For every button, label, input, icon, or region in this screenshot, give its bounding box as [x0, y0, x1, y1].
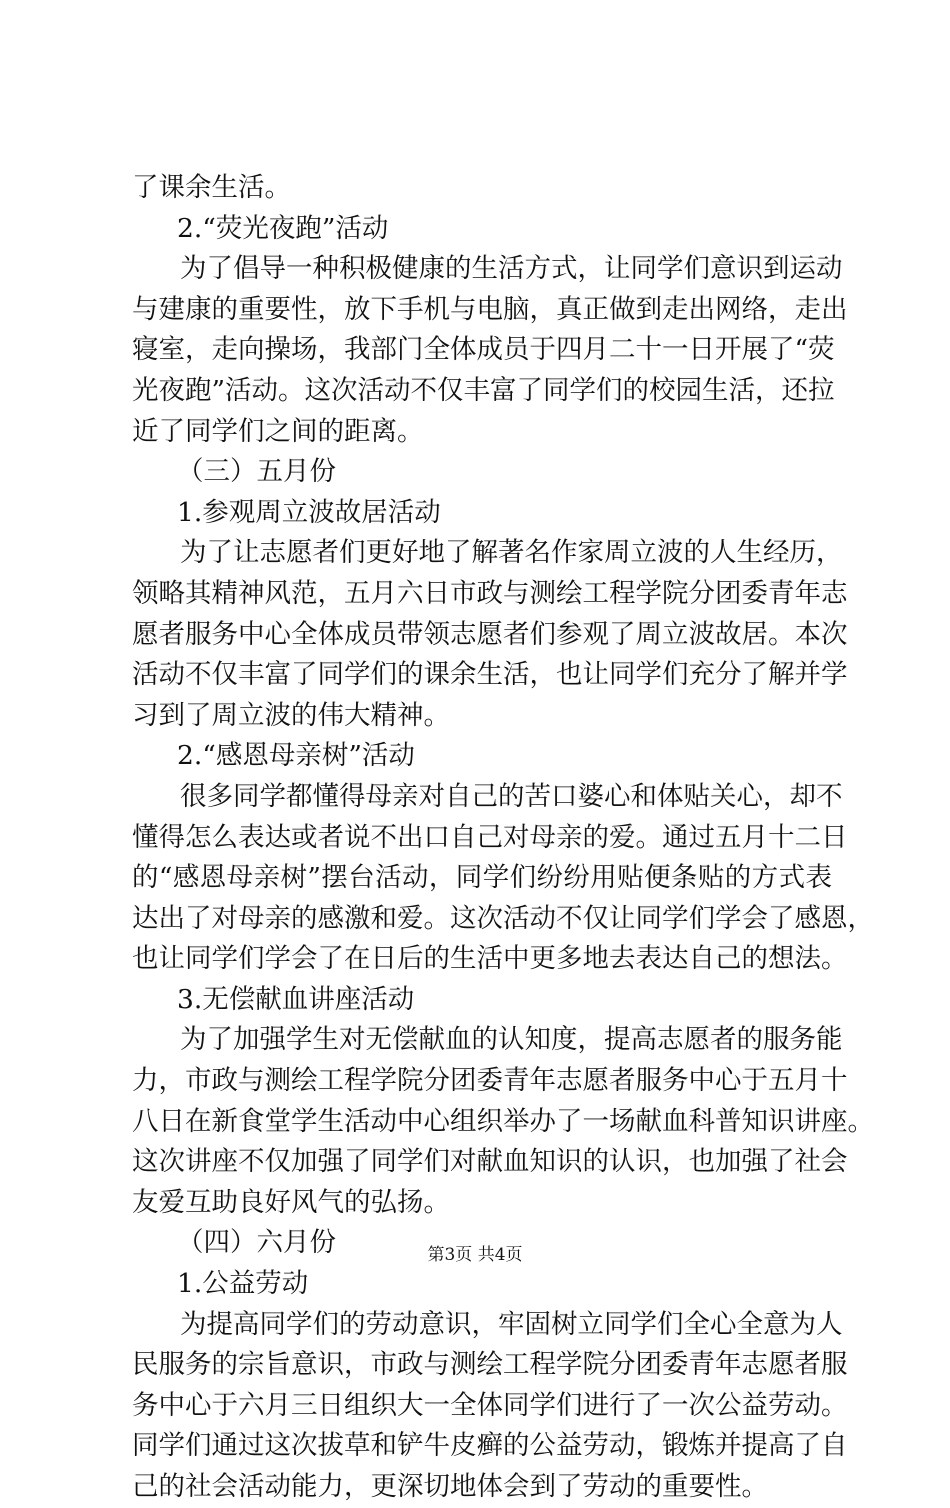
paragraph-line: 同学们通过这次拔草和铲牛皮癣的公益劳动，锻炼并提高了自 [132, 1430, 848, 1462]
paragraph-line: 懂得怎么表达或者说不出口自己对母亲的爱。通过五月十二日 [132, 821, 848, 853]
paragraph-line: 光夜跑”活动。这次活动不仅丰富了同学们的校园生活，还拉 [132, 374, 835, 406]
paragraph-line: 达出了对母亲的感激和爱。这次活动不仅让同学们学会了感恩， [132, 902, 874, 934]
paragraph-line: 活动不仅丰富了同学们的课余生活，也让同学们充分了解并学 [132, 659, 848, 691]
paragraph-line: 了课余生活。 [132, 172, 291, 203]
paragraph-line: 很多同学都懂得母亲对自己的苦口婆心和体贴关心，却不 [180, 780, 843, 812]
paragraph-line: 八日在新食堂学生活动中心组织举办了一场献血科普知识讲座。 [132, 1105, 874, 1137]
paragraph-line: 为了让志愿者们更好地了解著名作家周立波的人生经历， [180, 537, 843, 569]
paragraph-line: 为提高同学们的劳动意识，牢固树立同学们全心全意为人 [180, 1308, 843, 1340]
paragraph-line: 为了倡导一种积极健康的生活方式，让同学们意识到运动 [180, 253, 843, 285]
paragraph-line: 力，市政与测绘工程学院分团委青年志愿者服务中心于五月十 [132, 1065, 848, 1097]
paragraph-line: 为了加强学生对无偿献血的认知度，提高志愿者的服务能 [180, 1024, 843, 1056]
item-heading: 2.“感恩母亲树”活动 [177, 740, 415, 772]
item-heading: 1.参观周立波故居活动 [177, 496, 441, 528]
document-body [132, 168, 874, 1508]
item-heading: 3.无偿献血讲座活动 [177, 983, 415, 1015]
paragraph-line: 也让同学们学会了在日后的生活中更多地去表达自己的想法。 [132, 943, 848, 975]
paragraph-line: 愿者服务中心全体成员带领志愿者们参观了周立波故居。本次 [132, 618, 848, 650]
paragraph-line: 领略其精神风范，五月六日市政与测绘工程学院分团委青年志 [132, 577, 848, 609]
section-heading: （三）五月份 [177, 456, 336, 488]
page-footer: 第3页 共4页 [427, 1245, 523, 1265]
paragraph-line: 习到了周立波的伟大精神。 [132, 699, 450, 731]
paragraph-line: 这次讲座不仅加强了同学们对献血知识的认识，也加强了社会 [132, 1146, 848, 1178]
paragraph-line: 务中心于六月三日组织大一全体同学们进行了一次公益劳动。 [132, 1389, 848, 1421]
item-heading: 1.公益劳动 [177, 1268, 309, 1300]
paragraph-line: 与建康的重要性，放下手机与电脑，真正做到走出网络，走出 [132, 293, 848, 325]
paragraph-line: 己的社会活动能力，更深切地体会到了劳动的重要性。 [132, 1471, 768, 1502]
paragraph-line: 近了同学们之间的距离。 [132, 415, 424, 447]
item-heading: 2.“荧光夜跑”活动 [177, 212, 389, 244]
section-heading: （四）六月份 [177, 1227, 336, 1259]
paragraph-line: 的“感恩母亲树”摆台活动，同学们纷纷用贴便条贴的方式表 [132, 862, 832, 894]
paragraph-line: 寝室，走向操场，我部门全体成员于四月二十一日开展了“荧 [132, 334, 835, 366]
paragraph-line: 友爱互助良好风气的弘扬。 [132, 1186, 450, 1218]
paragraph-line: 民服务的宗旨意识，市政与测绘工程学院分团委青年志愿者服 [132, 1349, 848, 1381]
